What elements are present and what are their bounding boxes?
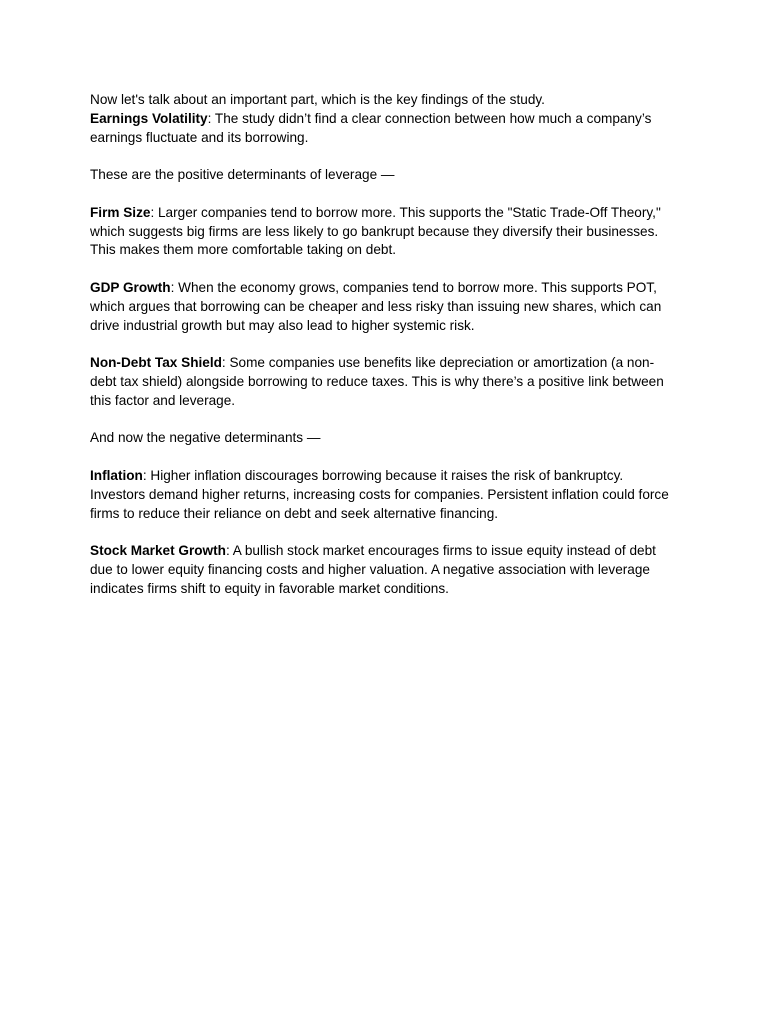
firm-size-paragraph	[90, 204, 680, 260]
earnings-volatility-text: : The study didn’t find a clear connection between how much a company’s earnings fluctuate and its borrowing.	[90, 110, 652, 145]
inflation-text: : Higher inflation discourages borrowing because it raises the risk of bankruptcy. Investors demand higher returns, increasing costs for companies. Persistent inflation could force firms to reduce their reliance on debt and seek alternative financing.	[90, 467, 669, 521]
inflation-paragraph	[90, 467, 680, 523]
firm-size-text: : Larger companies tend to borrow more. This supports the "Static Trade-Off Theory," which suggests big firms are less likely to go bankrupt because they diversify their businesses. This makes them more comfortable taking on debt.	[90, 204, 661, 258]
earnings-volatility-term: Earnings Volatility	[90, 110, 208, 126]
stock-market-growth-paragraph	[90, 542, 680, 598]
positive-determinants-heading: These are the positive determinants of leverage —	[90, 167, 395, 183]
negative-determinants-heading: And now the negative determinants —	[90, 430, 321, 446]
non-debt-tax-shield-paragraph	[90, 354, 680, 410]
gdp-growth-text: : When the economy grows, companies tend to borrow more. This supports POT, which argues that borrowing can be cheaper and less risky than issuing new shares, which can drive industrial growth but may also lead to higher systemic risk.	[90, 279, 662, 333]
gdp-growth-paragraph	[90, 279, 680, 335]
inflation-term: Inflation	[90, 467, 143, 483]
intro-paragraph: Now let's talk about an important part, which is the key findings of the study.	[90, 92, 545, 107]
earnings-volatility-paragraph	[90, 110, 680, 148]
gdp-growth-term: GDP Growth	[90, 279, 171, 295]
firm-size-term: Firm Size	[90, 204, 151, 220]
non-debt-tax-shield-term: Non-Debt Tax Shield	[90, 355, 222, 371]
non-debt-tax-shield-text: : Some companies use benefits like depreciation or amortization (a non-debt tax shield) alongside borrowing to reduce taxes. This is why there’s a positive link between this factor and leverage.	[90, 355, 664, 408]
stock-market-growth-term: Stock Market Growth	[90, 543, 226, 559]
document-page	[90, 91, 680, 599]
stock-market-growth-text: : A bullish stock market encourages firms to issue equity instead of debt due to lower equity financing costs and higher valuation. A negative association with leverage indicates firms shift to equity in favorable market conditions.	[90, 543, 656, 596]
